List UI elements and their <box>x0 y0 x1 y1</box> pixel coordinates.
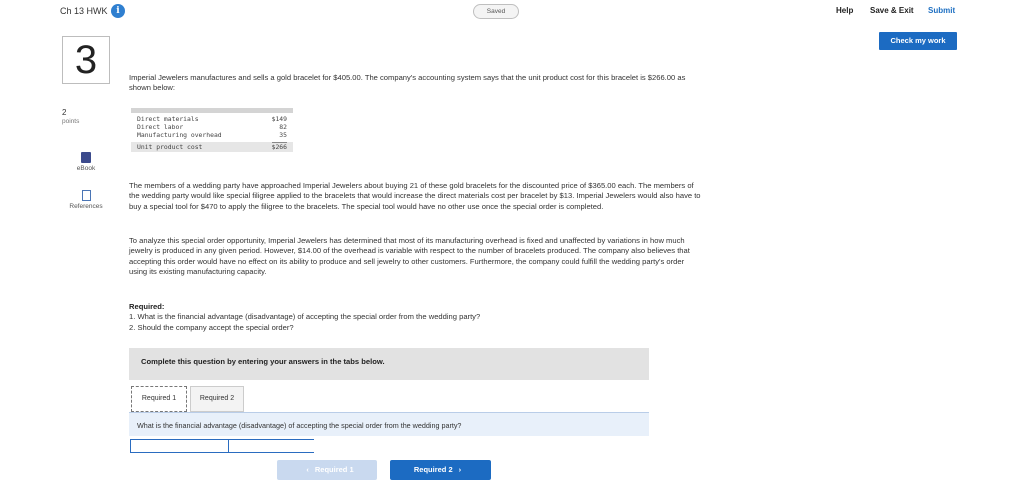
references-icon <box>82 190 91 201</box>
instructions-text: Complete this question by entering your answers in the tabs below. <box>141 357 385 366</box>
analysis-paragraph: To analyze this special order opportunity, Imperial Jewelers has determined that most of its manufacturing overhead is fixed and unaffected by variations in how much jewelry is produced in any given period. However, $14.00 of the overhead is variable with respect to the number of bracelets produced. The company also believes that accepting this order would have no effect on its ability to produce and sell jewelry to other customers. Furthermore, the company could fulfill the wedding party's order using its existing manufacturing capacity. <box>129 236 690 277</box>
cost-amount: 82 <box>279 123 287 131</box>
ebook-tool[interactable] <box>64 152 108 172</box>
cost-amount: $149 <box>271 115 287 123</box>
cost-label: Manufacturing overhead <box>137 131 222 139</box>
cost-row-direct-labor <box>131 123 293 131</box>
check-my-work-button[interactable]: Check my work <box>879 32 957 50</box>
question-number: 3 <box>62 36 110 84</box>
assignment-title: Ch 13 HWK <box>60 6 108 16</box>
points-value: 2 <box>62 108 67 117</box>
info-icon[interactable]: i <box>111 4 125 18</box>
ebook-icon <box>81 152 91 163</box>
answer-input[interactable] <box>230 440 314 452</box>
tab-required-1[interactable]: Required 1 <box>131 386 187 412</box>
cost-row-direct-materials <box>131 115 293 123</box>
cost-row-manufacturing-overhead <box>131 131 293 139</box>
cost-label: Direct labor <box>137 123 184 131</box>
instructions-box <box>129 348 649 380</box>
help-link[interactable]: Help <box>836 6 854 15</box>
top-bar <box>0 0 1024 22</box>
cost-total-label: Unit product cost <box>137 143 203 151</box>
prev-button-label: Required 1 <box>314 465 354 474</box>
saved-status-badge: Saved <box>473 4 519 19</box>
cost-total-amount: $266 <box>271 143 287 151</box>
answer-row <box>130 439 314 453</box>
points-label: points <box>62 118 80 125</box>
ebook-label: eBook <box>76 165 96 172</box>
tab-required-2[interactable]: Required 2 <box>190 386 244 412</box>
chevron-left-icon: ‹ <box>306 465 309 474</box>
points-box <box>62 108 79 125</box>
question-prompt-bar <box>129 412 649 436</box>
save-exit-link[interactable]: Save & Exit <box>870 6 914 15</box>
cost-amount: 35 <box>279 131 287 139</box>
wedding-party-paragraph: The members of a wedding party have approached Imperial Jewelers about buying 21 of these gold bracelets for the discounted price of $365.00 each. The members of the wedding party would like special filigree applied to the bracelets that would increase the direct materials cost per bracelet by $13. Imperial Jewelers would also have to buy a special tool for $470 to apply the filigree to the bracelets. The special tool would have no other use once the special order is completed. <box>129 181 701 211</box>
required-item-2: 2. Should the company accept the special order? <box>129 322 294 332</box>
cost-table <box>131 108 293 152</box>
next-required-button[interactable] <box>390 460 491 480</box>
references-label: References <box>69 203 103 210</box>
submit-link[interactable]: Submit <box>928 6 956 15</box>
required-item-1: 1. What is the financial advantage (disadvantage) of accepting the special order from the wedding party? <box>129 312 481 322</box>
answer-label-field[interactable] <box>131 440 229 452</box>
required-title: Required: <box>129 302 165 311</box>
required-block <box>129 302 701 333</box>
problem-intro: Imperial Jewelers manufactures and sells a gold bracelet for $405.00. The company's accounting system says that the unit product cost for this bracelet is $266.00 as shown below: <box>129 73 686 93</box>
question-prompt: What is the financial advantage (disadvantage) of accepting the special order from the wedding party? <box>137 421 462 430</box>
next-button-label: Required 2 <box>413 465 453 474</box>
prev-required-button[interactable] <box>277 460 377 480</box>
cost-label: Direct materials <box>137 115 199 123</box>
references-tool[interactable] <box>64 190 108 210</box>
chevron-right-icon: › <box>458 465 462 474</box>
cost-row-unit-product-cost <box>131 142 293 152</box>
